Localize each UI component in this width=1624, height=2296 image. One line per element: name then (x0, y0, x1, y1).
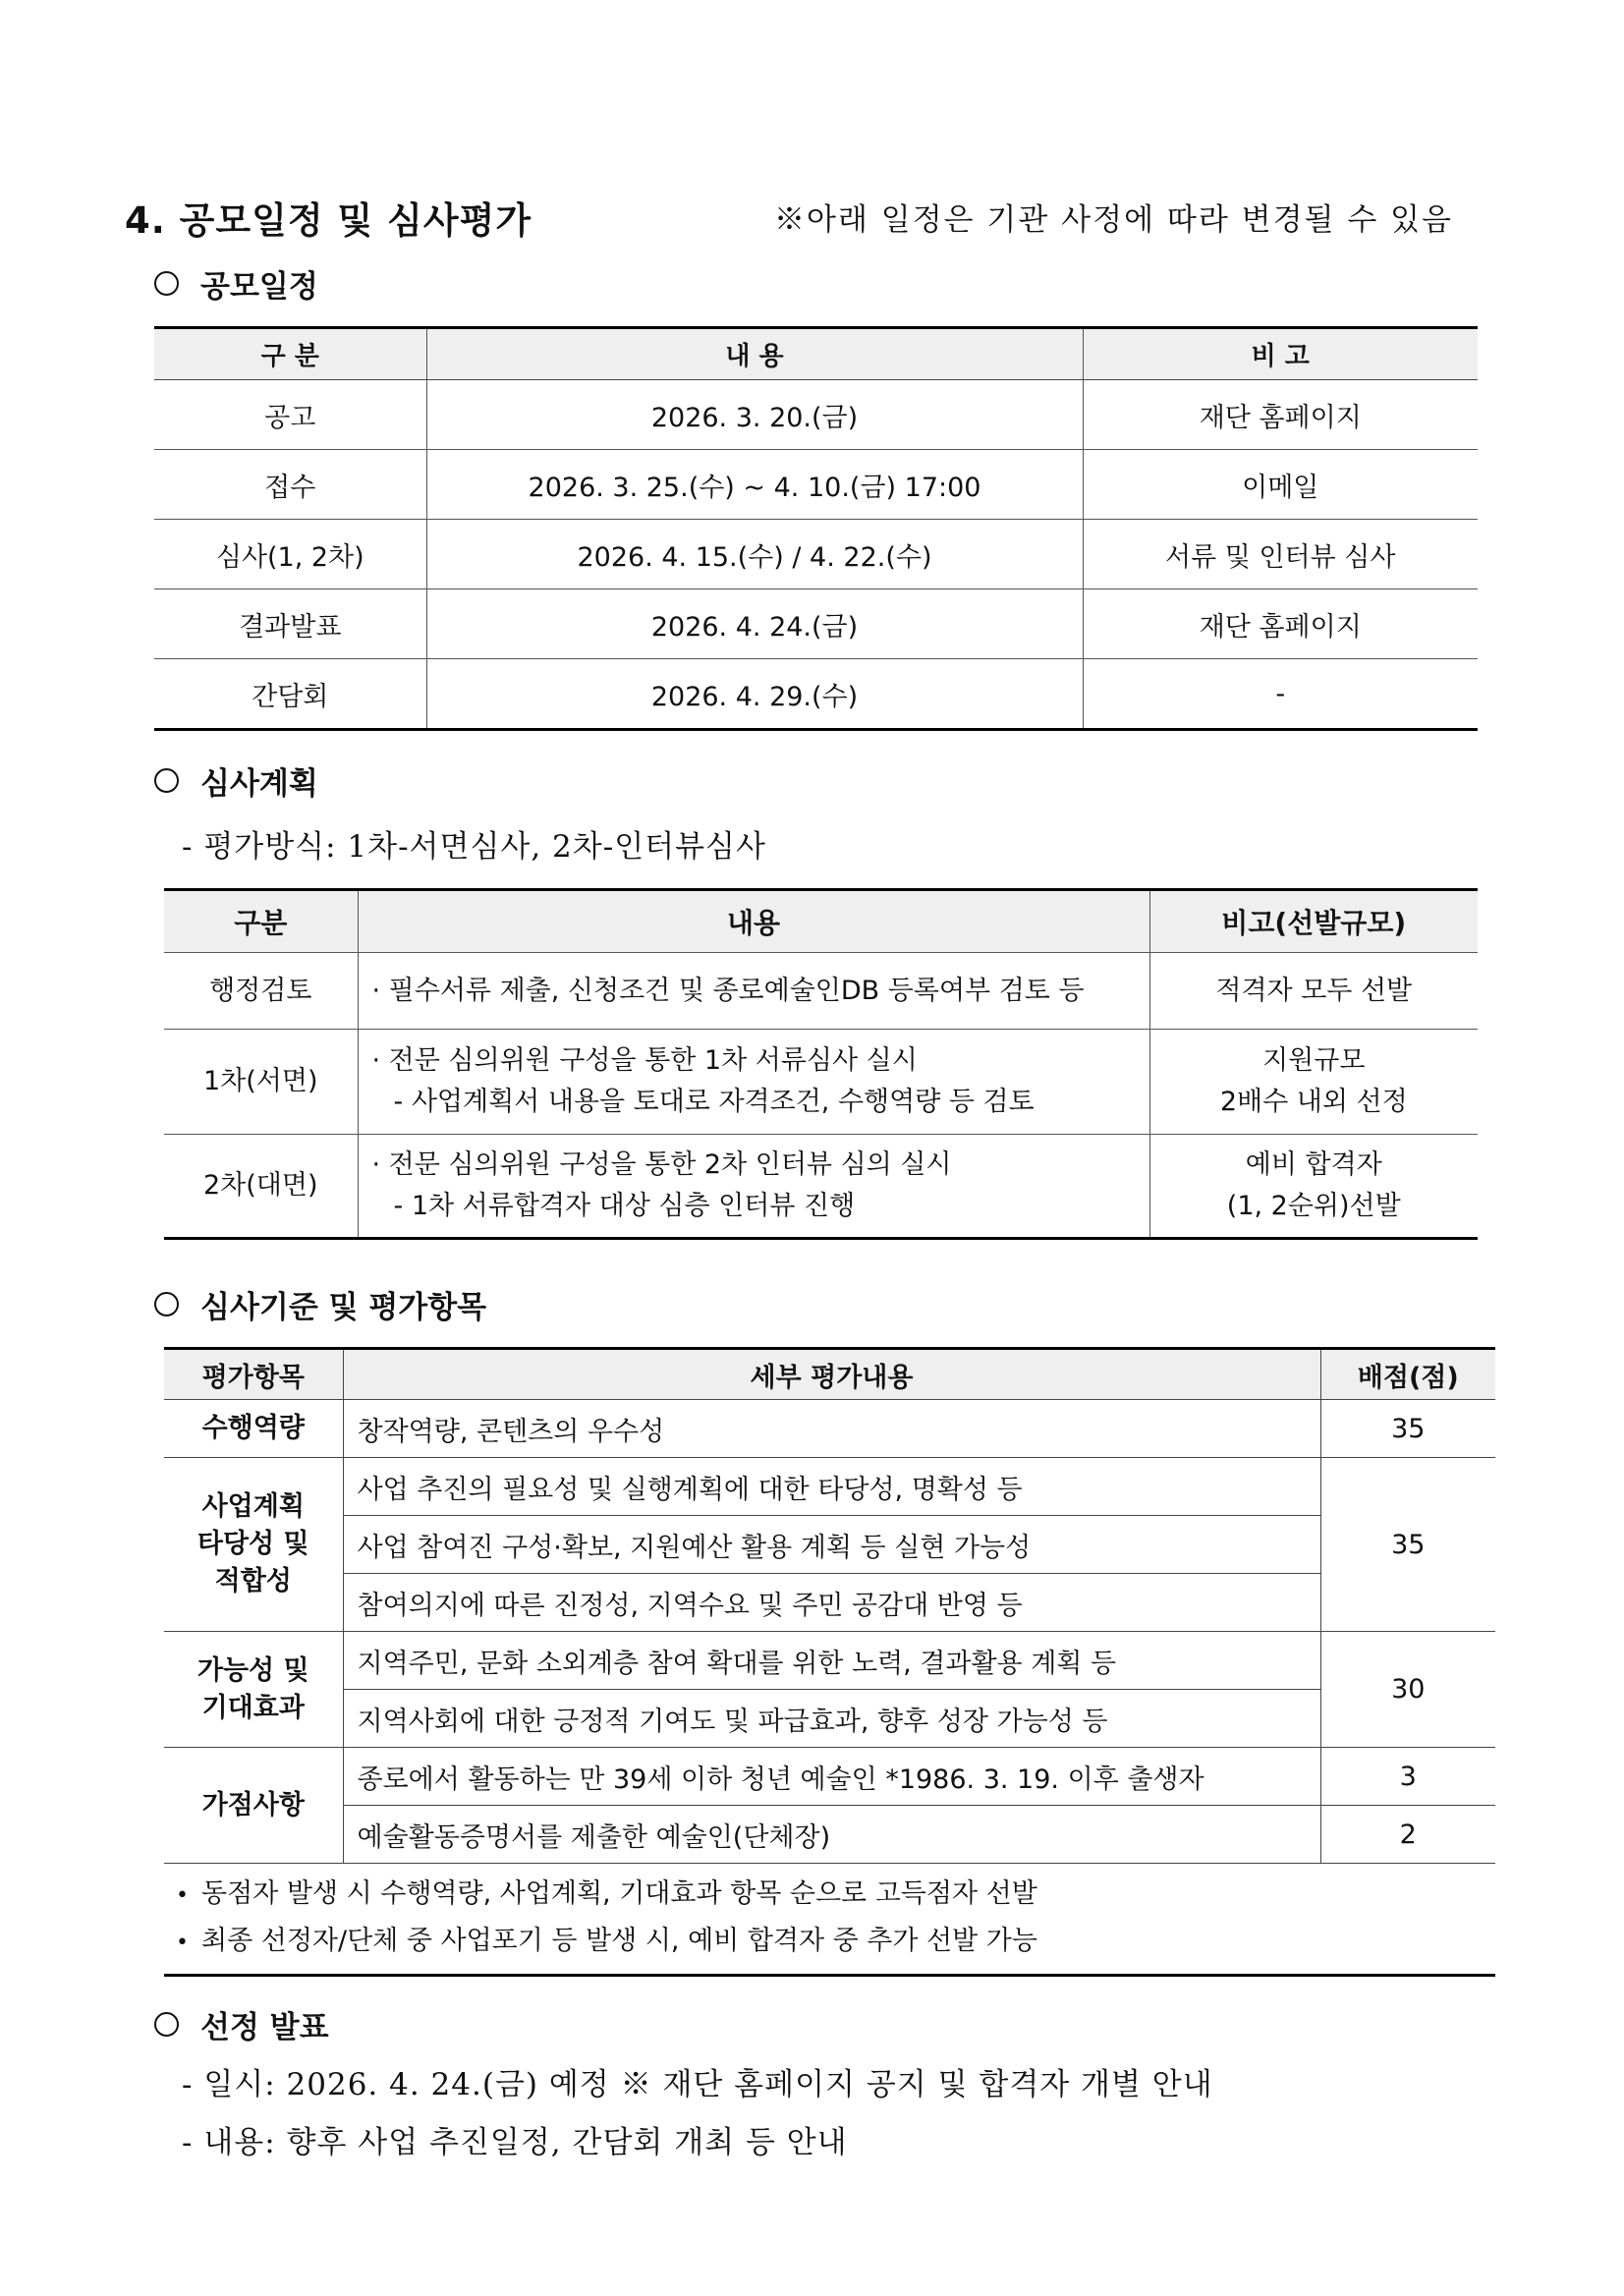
detail-cell: 지역사회에 대한 긍정적 기여도 및 파급효과, 향후 성장 가능성 등 (343, 1690, 1320, 1748)
plan-heading-text: 심사계획 (200, 766, 318, 802)
table-cell: 공고 (154, 380, 426, 450)
table-row (154, 520, 1478, 589)
table-row (164, 1748, 1495, 1806)
schedule-table (154, 326, 1478, 731)
circle-bullet-icon (154, 2012, 179, 2037)
note-item: • 동점자 발생 시 수행역량, 사업계획, 기대효과 항목 순으로 고득점자 선발 (176, 1872, 1495, 1919)
detail-cell: 예술활동증명서를 제출한 예술인(단체장) (343, 1806, 1320, 1864)
table-row (164, 1400, 1495, 1458)
content-line: · 전문 심의위원 구성을 통한 2차 인터뷰 심의 실시 (371, 1149, 952, 1180)
table-cell (1149, 1135, 1478, 1239)
table-row (164, 953, 1478, 1030)
table-row (164, 1574, 1495, 1632)
score-cell: 30 (1320, 1632, 1495, 1748)
category-cell (164, 1632, 343, 1748)
criteria-table (164, 1347, 1495, 1977)
table-cell: 서류 및 인터뷰 심사 (1083, 520, 1478, 589)
note-line: (1, 2순위)선발 (1226, 1191, 1401, 1221)
detail-cell: 지역주민, 문화 소외계층 참여 확대를 위한 노력, 결과활용 계획 등 (343, 1632, 1320, 1690)
category-cell: 가점사항 (164, 1748, 343, 1864)
announcement-content-line: - 내용: 향후 사업 추진일정, 간담회 개최 등 안내 (182, 2125, 848, 2160)
score-cell: 3 (1320, 1748, 1495, 1806)
table-row (164, 1632, 1495, 1690)
category-cell (164, 1458, 343, 1632)
table-cell: - (1083, 659, 1478, 730)
note-line: 2배수 내외 선정 (1219, 1087, 1408, 1117)
table-cell (1149, 1030, 1478, 1135)
circle-bullet-icon (154, 1292, 179, 1316)
table-row (164, 1135, 1478, 1239)
table-row (154, 380, 1478, 450)
table-cell (358, 1030, 1149, 1135)
category-cell: 수행역량 (164, 1400, 343, 1458)
header-cell: 내 용 (426, 328, 1083, 380)
header-cell: 배점(점) (1320, 1349, 1495, 1400)
table-cell: 1차(서면) (164, 1030, 358, 1135)
table-row (164, 1806, 1495, 1864)
detail-cell: 사업 참여진 구성·확보, 지원예산 활용 계획 등 실현 가능성 (343, 1516, 1320, 1574)
criteria-heading (154, 1282, 486, 1326)
table-cell: 결과발표 (154, 589, 426, 659)
score-cell: 35 (1320, 1458, 1495, 1632)
table-row (164, 1458, 1495, 1516)
notes-row (164, 1864, 1495, 1976)
circle-bullet-icon (154, 271, 179, 296)
table-cell: 2차(대면) (164, 1135, 358, 1239)
table-cell: 간담회 (154, 659, 426, 730)
table-cell: 행정검토 (164, 953, 358, 1030)
header-cell: 구 분 (154, 328, 426, 380)
section-title: 4. 공모일정 및 심사평가 (125, 199, 532, 242)
table-cell: 2026. 4. 24.(금) (426, 589, 1083, 659)
header-cell: 비 고 (1083, 328, 1478, 380)
schedule-heading (154, 261, 318, 306)
announcement-date-line: - 일시: 2026. 4. 24.(금) 예정 ※ 재단 홈페이지 공지 및 합격자 개별 안내 (182, 2067, 1213, 2102)
header-cell: 세부 평가내용 (343, 1349, 1320, 1400)
table-cell: 이메일 (1083, 450, 1478, 520)
announcement-heading (154, 2002, 329, 2046)
table-row (164, 1690, 1495, 1748)
note-line: 지원규모 (1262, 1045, 1366, 1076)
category-line: 기대효과 (201, 1692, 305, 1723)
table-header-row (154, 328, 1478, 380)
circle-bullet-icon (154, 768, 179, 793)
table-cell: 재단 홈페이지 (1083, 380, 1478, 450)
criteria-heading-text: 심사기준 및 평가항목 (200, 1290, 487, 1325)
category-line: 타당성 및 (196, 1529, 309, 1559)
announcement-heading-text: 선정 발표 (200, 2010, 329, 2045)
header-cell: 평가항목 (164, 1349, 343, 1400)
detail-cell: 사업 추진의 필요성 및 실행계획에 대한 타당성, 명확성 등 (343, 1458, 1320, 1516)
review-plan-table (164, 888, 1478, 1240)
note-line: 예비 합격자 (1245, 1149, 1382, 1180)
table-cell: 2026. 3. 25.(수) ~ 4. 10.(금) 17:00 (426, 450, 1083, 520)
score-cell: 35 (1320, 1400, 1495, 1458)
table-cell: 2026. 3. 20.(금) (426, 380, 1083, 450)
table-cell: 접수 (154, 450, 426, 520)
detail-cell: 종로에서 활동하는 만 39세 이하 청년 예술인 *1986. 3. 19. 이후 출생자 (343, 1748, 1320, 1806)
content-subline: - 1차 서류합격자 대상 심층 인터뷰 진행 (393, 1191, 856, 1221)
score-cell: 2 (1320, 1806, 1495, 1864)
table-row (154, 450, 1478, 520)
category-line: 사업계획 (201, 1491, 305, 1522)
table-row (154, 589, 1478, 659)
header-cell: 구분 (164, 890, 358, 953)
header-cell: 내용 (358, 890, 1149, 953)
content-line: · 필수서류 제출, 신청조건 및 종로예술인DB 등록여부 검토 등 (371, 975, 1085, 1006)
category-line: 가능성 및 (196, 1654, 309, 1686)
table-row (164, 1516, 1495, 1574)
evaluation-method: - 평가방식: 1차-서면심사, 2차-인터뷰심사 (182, 829, 766, 865)
table-cell: 재단 홈페이지 (1083, 589, 1478, 659)
content-line: · 전문 심의위원 구성을 통한 1차 서류심사 실시 (371, 1045, 918, 1076)
note-line: 적격자 모두 선발 (1215, 975, 1413, 1006)
table-header-row (164, 890, 1478, 953)
table-cell (358, 1135, 1149, 1239)
table-cell: 2026. 4. 29.(수) (426, 659, 1083, 730)
detail-cell: 참여의지에 따른 진정성, 지역수요 및 주민 공감대 반영 등 (343, 1574, 1320, 1632)
table-cell (358, 953, 1149, 1030)
table-cell (1149, 953, 1478, 1030)
header-cell: 비고(선발규모) (1149, 890, 1478, 953)
content-subline: - 사업계획서 내용을 토대로 자격조건, 수행역량 등 검토 (393, 1087, 1035, 1117)
note-item: • 최종 선정자/단체 중 사업포기 등 발생 시, 예비 합격자 중 추가 선발 가능 (176, 1919, 1495, 1966)
category-line: 적합성 (214, 1566, 292, 1596)
notes-cell (164, 1864, 1495, 1976)
table-row (154, 659, 1478, 730)
table-cell: 심사(1, 2차) (154, 520, 426, 589)
detail-cell: 창작역량, 콘텐츠의 우수성 (343, 1400, 1320, 1458)
schedule-heading-text: 공모일정 (200, 269, 318, 305)
plan-heading (154, 758, 318, 803)
schedule-notice: ※아래 일정은 기관 사정에 따라 변경될 수 있음 (774, 202, 1454, 238)
table-header-row (164, 1349, 1495, 1400)
table-cell: 2026. 4. 15.(수) / 4. 22.(수) (426, 520, 1083, 589)
table-row (164, 1030, 1478, 1135)
